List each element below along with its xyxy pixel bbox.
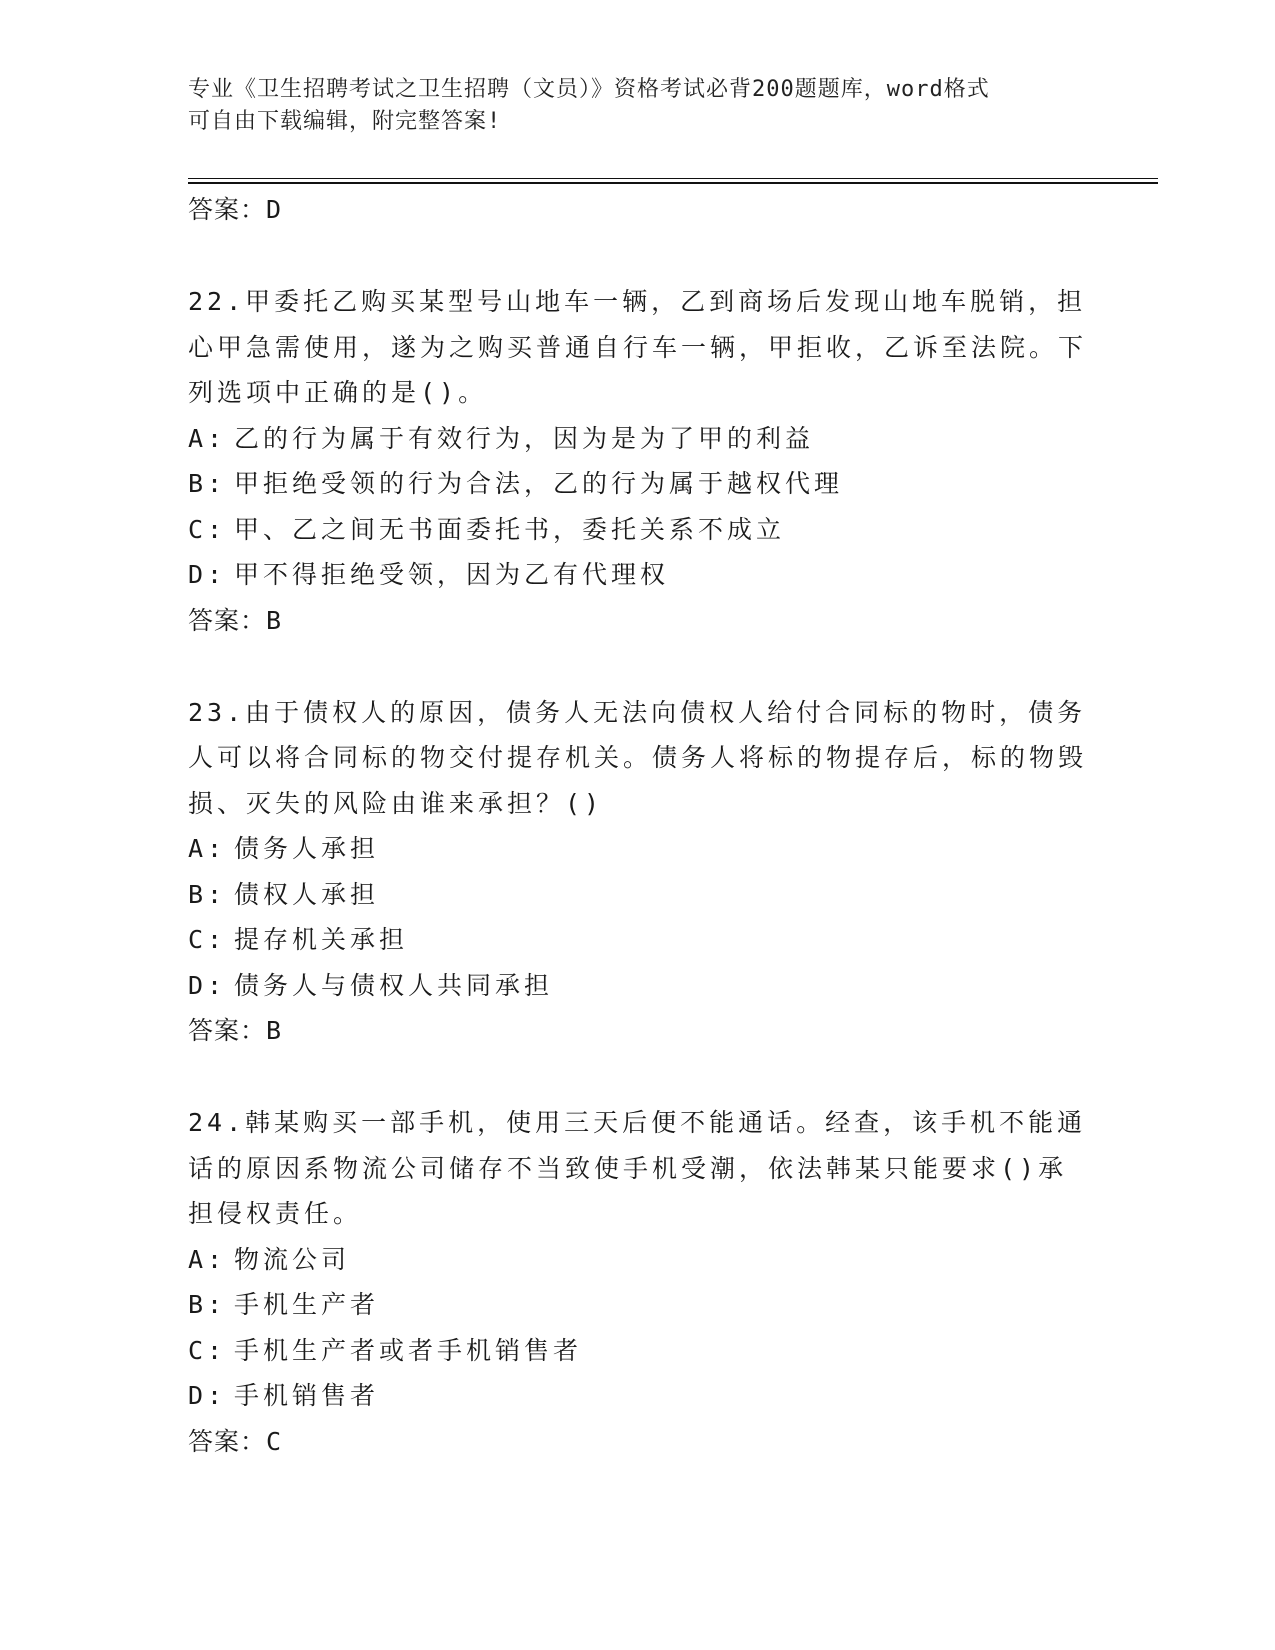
option-b (188, 1282, 1088, 1328)
header-line-2: 可自由下载编辑，附完整答案! (188, 109, 502, 134)
option-text: 债务人承担 (234, 834, 380, 863)
question-stem: 23.由于债权人的原因，债务人无法向债权人给付合同标的物时，债务人可以将合同标的物交付提存机关。债务人将标的物提存后，标的物毁损、灭失的风险由谁来承担？() (188, 697, 1088, 818)
header-rule-thin (188, 178, 1158, 179)
option-key: A: (188, 1244, 227, 1274)
document-body (188, 187, 1088, 1465)
option-text: 物流公司 (234, 1244, 351, 1274)
option-a (188, 416, 1088, 462)
answer-line: 答案：B (188, 1016, 283, 1045)
option-b (188, 872, 1088, 918)
question-23 (188, 690, 1088, 1055)
option-d (188, 552, 1088, 598)
option-key: B: (188, 1290, 227, 1319)
option-key: A: (188, 423, 227, 453)
option-key: D: (188, 970, 227, 1000)
option-d (188, 1373, 1088, 1419)
option-text: 乙的行为属于有效行为，因为是为了甲的利益 (234, 423, 815, 453)
option-key: C: (188, 925, 227, 954)
header-line-1: 专业《卫生招聘考试之卫生招聘（文员）》资格考试必背200题题库，word格式 (188, 77, 990, 102)
option-c (188, 917, 1088, 963)
option-a (188, 1237, 1088, 1283)
option-key: D: (188, 560, 227, 589)
answer-line: 答案：B (188, 605, 283, 635)
header-rule-thick (188, 182, 1158, 184)
option-text: 甲、乙之间无书面委托书，委托关系不成立 (234, 514, 786, 544)
option-text: 手机销售者 (234, 1381, 380, 1410)
option-key: C: (188, 1335, 227, 1365)
option-a (188, 826, 1088, 872)
question-stem: 22.甲委托乙购买某型号山地车一辆，乙到商场后发现山地车脱销，担心甲急需使用，遂为之购买普通自行车一辆，甲拒收，乙诉至法院。下列选项中正确的是()。 (188, 287, 1088, 407)
option-d (188, 963, 1088, 1009)
option-text: 甲不得拒绝受领，因为乙有代理权 (234, 560, 670, 589)
answer-line: 答案：D (188, 195, 283, 224)
option-key: B: (188, 879, 227, 909)
option-key: B: (188, 469, 227, 498)
question-stem: 24.韩某购买一部手机，使用三天后便不能通话。经查，该手机不能通话的原因系物流公司储存不当致使手机受潮，依法韩某只能要求()承担侵权责任。 (188, 1108, 1087, 1228)
question-22 (188, 279, 1088, 644)
option-text: 提存机关承担 (234, 925, 409, 954)
option-text: 手机生产者 (234, 1290, 380, 1319)
option-c (188, 1328, 1088, 1374)
option-text: 手机生产者或者手机销售者 (234, 1335, 583, 1365)
question-24 (188, 1100, 1088, 1465)
option-key: C: (188, 514, 227, 544)
document-header (188, 74, 1088, 138)
option-text: 债务人与债权人共同承担 (234, 970, 554, 1000)
option-b (188, 461, 1088, 507)
option-key: A: (188, 834, 227, 863)
option-text: 甲拒绝受领的行为合法，乙的行为属于越权代理 (234, 469, 844, 498)
answer-line: 答案：C (188, 1426, 283, 1456)
option-text: 债权人承担 (234, 879, 380, 909)
option-c (188, 507, 1088, 553)
option-key: D: (188, 1381, 227, 1410)
